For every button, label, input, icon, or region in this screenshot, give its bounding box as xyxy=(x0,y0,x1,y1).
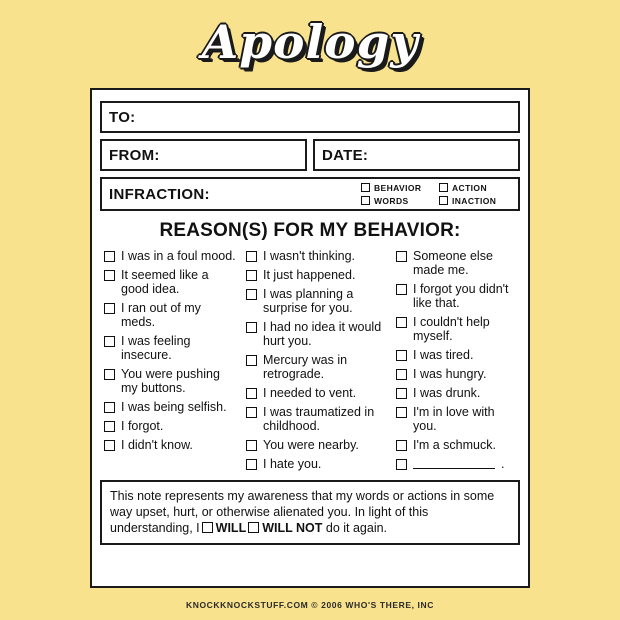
checkbox-icon[interactable] xyxy=(396,407,407,418)
infraction-field[interactable] xyxy=(100,177,520,211)
checkbox-icon[interactable] xyxy=(246,407,257,418)
infraction-option-label: BEHAVIOR xyxy=(374,182,422,193)
checkbox-icon[interactable] xyxy=(246,388,257,399)
will-label: WILL xyxy=(215,521,247,535)
checkbox-icon[interactable] xyxy=(396,317,407,328)
checkbox-icon[interactable] xyxy=(202,522,213,533)
reason-label: I needed to vent. xyxy=(263,386,357,400)
copyright-credit: KNOCKKNOCKSTUFF.COM © 2006 WHO'S THERE, INC xyxy=(185,600,435,610)
reason-label: I'm a schmuck. xyxy=(413,438,496,452)
checkbox-icon[interactable] xyxy=(361,183,370,192)
reason-item[interactable] xyxy=(396,438,516,452)
reason-item[interactable] xyxy=(396,348,516,362)
checkbox-icon[interactable] xyxy=(246,251,257,262)
checkbox-icon[interactable] xyxy=(104,270,115,281)
reason-label: I was planning a surprise for you. xyxy=(263,287,354,315)
from-field[interactable] xyxy=(100,139,307,171)
checkbox-icon[interactable] xyxy=(104,440,115,451)
reason-item[interactable] xyxy=(246,405,388,433)
checkbox-icon[interactable] xyxy=(246,270,257,281)
reason-label: I was drunk. xyxy=(413,386,481,400)
reason-item[interactable] xyxy=(246,249,388,263)
reasons-column-2 xyxy=(246,249,388,476)
reason-item[interactable] xyxy=(246,287,388,315)
reason-label: You were nearby. xyxy=(263,438,359,452)
reason-item[interactable] xyxy=(246,438,388,452)
from-label: FROM: xyxy=(109,146,160,164)
reason-label: I couldn't help myself. xyxy=(413,315,490,343)
date-field[interactable] xyxy=(313,139,520,171)
infraction-option-label: INACTION xyxy=(452,195,497,206)
checkbox-icon[interactable] xyxy=(396,284,407,295)
period: . xyxy=(501,457,505,471)
reasons-columns xyxy=(100,249,520,476)
checkbox-icon[interactable] xyxy=(248,522,259,533)
reason-item[interactable] xyxy=(246,320,388,348)
reason-label: Mercury was in retrograde. xyxy=(263,353,348,381)
checkbox-icon[interactable] xyxy=(396,251,407,262)
checkbox-icon[interactable] xyxy=(104,369,115,380)
reasons-heading: REASON(S) FOR MY BEHAVIOR: xyxy=(159,220,461,241)
date-label: DATE: xyxy=(322,146,369,164)
checkbox-icon[interactable] xyxy=(361,196,370,205)
reason-label: I'm in love with you. xyxy=(413,405,495,433)
reason-item[interactable] xyxy=(396,315,516,343)
checkbox-icon[interactable] xyxy=(396,388,407,399)
checkbox-icon[interactable] xyxy=(246,289,257,300)
checkbox-icon[interactable] xyxy=(104,303,115,314)
reason-label: I forgot. xyxy=(121,419,164,433)
checkbox-icon[interactable] xyxy=(104,402,115,413)
reason-item[interactable] xyxy=(246,353,388,381)
reason-item[interactable] xyxy=(104,419,238,433)
infraction-option-inaction[interactable] xyxy=(439,196,511,206)
infraction-option-label: ACTION xyxy=(452,182,487,193)
reason-item[interactable] xyxy=(104,268,238,296)
reason-item[interactable] xyxy=(396,282,516,310)
checkbox-icon[interactable] xyxy=(246,355,257,366)
checkbox-icon[interactable] xyxy=(104,421,115,432)
reason-item[interactable] xyxy=(104,438,238,452)
infraction-options xyxy=(361,181,511,207)
infraction-option-label: WORDS xyxy=(374,195,409,206)
reason-item[interactable] xyxy=(396,386,516,400)
reasons-column-1 xyxy=(104,249,238,476)
checkbox-icon[interactable] xyxy=(246,322,257,333)
reason-label: You were pushing my buttons. xyxy=(121,367,220,395)
reason-item[interactable] xyxy=(104,400,238,414)
reason-item[interactable] xyxy=(104,301,238,329)
checkbox-icon[interactable] xyxy=(104,336,115,347)
checkbox-icon[interactable] xyxy=(246,440,257,451)
infraction-row xyxy=(100,177,520,211)
reason-label: I had no idea it would hurt you. xyxy=(263,320,382,348)
reason-label: I was being selfish. xyxy=(121,400,227,414)
note-text-part2: do it again. xyxy=(325,521,388,535)
to-label: TO: xyxy=(109,108,136,126)
reason-item[interactable] xyxy=(104,249,238,263)
reason-label: It seemed like a good idea. xyxy=(121,268,209,296)
infraction-label: INFRACTION: xyxy=(109,185,210,203)
will-not-label: WILL NOT xyxy=(262,521,323,535)
infraction-option-words[interactable] xyxy=(361,196,439,206)
reason-item[interactable] xyxy=(246,386,388,400)
reason-item[interactable] xyxy=(396,249,516,277)
reason-item[interactable] xyxy=(104,367,238,395)
title-area xyxy=(0,0,620,78)
infraction-option-behavior[interactable] xyxy=(361,183,439,193)
apology-form-card xyxy=(90,88,530,588)
reason-label: I didn't know. xyxy=(121,438,193,452)
to-row xyxy=(100,101,520,133)
checkbox-icon[interactable] xyxy=(396,350,407,361)
reasons-column-3 xyxy=(396,249,516,476)
infraction-option-action[interactable] xyxy=(439,183,511,193)
checkbox-icon[interactable] xyxy=(396,440,407,451)
reason-item[interactable] xyxy=(104,334,238,362)
checkbox-icon[interactable] xyxy=(396,369,407,380)
reason-item[interactable] xyxy=(246,268,388,282)
reason-label: I was tired. xyxy=(413,348,474,362)
note-text-part1: This note represents my awareness that my words or actions in some way upset, hurt, or otherwise alienated you. In light of this understanding, I xyxy=(110,489,495,535)
reason-label: I was traumatized in childhood. xyxy=(263,405,375,433)
reason-item-custom[interactable] xyxy=(396,457,516,471)
reason-label: I was in a foul mood. xyxy=(121,249,236,263)
checkbox-icon[interactable] xyxy=(246,459,257,470)
reason-label: I ran out of my meds. xyxy=(121,301,201,329)
checkbox-icon[interactable] xyxy=(439,183,448,192)
reason-label: I was hungry. xyxy=(413,367,487,381)
reason-label: I wasn't thinking. xyxy=(263,249,356,263)
checkbox-icon[interactable] xyxy=(396,459,407,470)
reason-label: I was feeling insecure. xyxy=(121,334,191,362)
checkbox-icon[interactable] xyxy=(439,196,448,205)
reason-item[interactable] xyxy=(396,405,516,433)
custom-reason-input[interactable] xyxy=(413,457,495,469)
reason-item[interactable] xyxy=(246,457,388,471)
page-title: Apology xyxy=(201,15,419,69)
reason-item[interactable] xyxy=(396,367,516,381)
acknowledgement-note xyxy=(100,480,520,545)
to-field[interactable] xyxy=(100,101,520,133)
reason-label: I hate you. xyxy=(263,457,322,471)
reason-label: It just happened. xyxy=(263,268,356,282)
reason-label: I forgot you didn't like that. xyxy=(413,282,509,310)
reason-label: Someone else made me. xyxy=(413,249,493,277)
from-date-row xyxy=(100,139,520,171)
checkbox-icon[interactable] xyxy=(104,251,115,262)
